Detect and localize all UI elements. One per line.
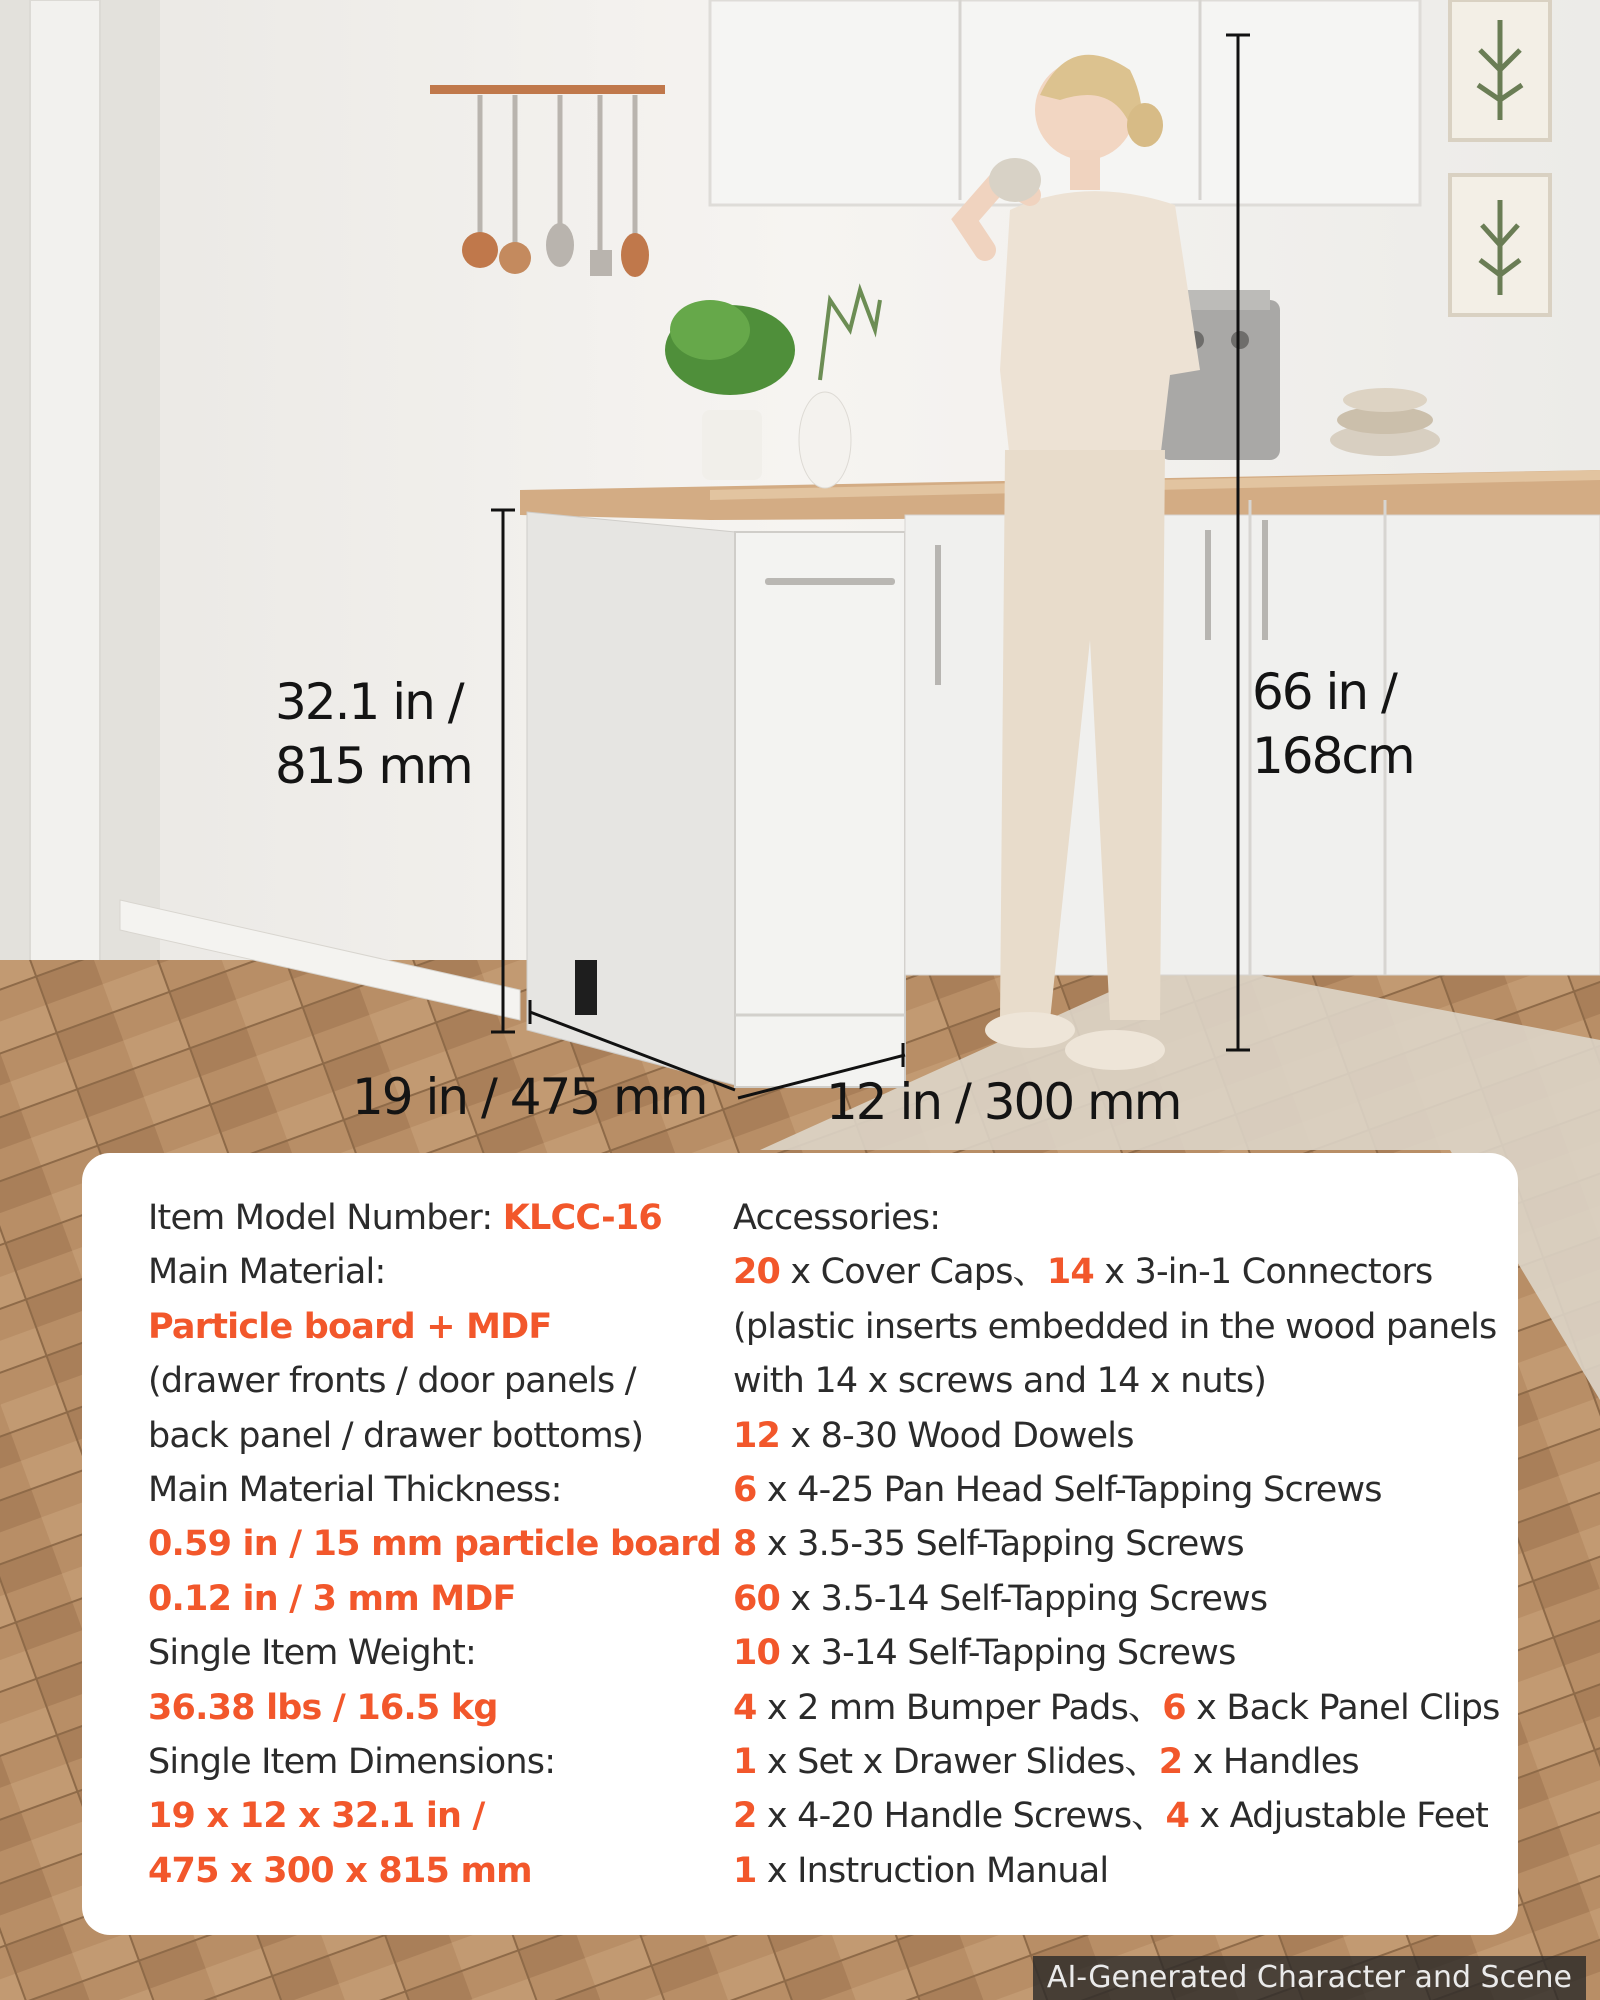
cabinet-foot xyxy=(575,960,597,1015)
model-label: Item Model Number: xyxy=(148,1198,503,1238)
specs-column xyxy=(148,1191,748,1898)
cabinet-height-metric: 815 mm xyxy=(275,737,472,795)
mug xyxy=(989,158,1041,202)
thickness-value-2: 0.12 in / 3 mm MDF xyxy=(148,1578,516,1619)
door-frame xyxy=(30,0,100,980)
accessory-qty: 2 xyxy=(1158,1742,1183,1783)
accessory-line-feet xyxy=(733,1789,1513,1843)
accessory-text: x Set x Drawer Slides、 xyxy=(756,1742,1159,1783)
vase xyxy=(799,392,851,488)
model-line xyxy=(148,1191,748,1245)
accessory-text: x Instruction Manual xyxy=(756,1850,1109,1891)
accessory-text: x 3-in-1 Connectors xyxy=(1093,1252,1433,1293)
accessory-item xyxy=(733,1572,1513,1626)
accessory-text: x Cover Caps、 xyxy=(780,1252,1047,1293)
accessory-text: x 4-25 Pan Head Self-Tapping Screws xyxy=(756,1470,1382,1511)
accessory-item xyxy=(733,1626,1513,1680)
cabinet-height-label xyxy=(275,670,472,798)
accessory-qty: 14 xyxy=(1046,1252,1094,1293)
accessory-item xyxy=(733,1409,1513,1463)
accessory-qty: 12 xyxy=(733,1415,781,1456)
accessory-text: x 3.5-35 Self-Tapping Screws xyxy=(756,1524,1244,1565)
spec-panel xyxy=(82,1153,1518,1935)
accessory-line-slides xyxy=(733,1735,1513,1789)
cabinet-height-imperial: 32.1 in / xyxy=(275,673,463,731)
material-value: Particle board + MDF xyxy=(148,1306,552,1347)
material-note-2: back panel / drawer bottoms) xyxy=(148,1415,644,1456)
person-height-label xyxy=(1252,660,1414,788)
accessory-note-2: with 14 x screws and 14 x nuts) xyxy=(733,1361,1267,1402)
accessory-text: x Handles xyxy=(1182,1742,1359,1783)
material-note-1: (drawer fronts / door panels / xyxy=(148,1361,636,1402)
accessory-text: x Back Panel Clips xyxy=(1185,1687,1500,1728)
base-cabinet-front xyxy=(735,532,905,1087)
accessory-text: x 8-30 Wood Dowels xyxy=(780,1415,1134,1456)
accessory-item xyxy=(733,1517,1513,1571)
accessory-qty: 8 xyxy=(733,1524,757,1565)
accessory-note-1: (plastic inserts embedded in the wood panels xyxy=(733,1306,1497,1347)
size-label: Single Item Dimensions: xyxy=(148,1742,556,1783)
accessory-text: x 3-14 Self-Tapping Screws xyxy=(780,1633,1236,1674)
accessory-line-caps xyxy=(733,1245,1513,1299)
accessory-qty: 60 xyxy=(733,1578,781,1619)
width-label: 12 in / 300 mm xyxy=(826,1073,1181,1131)
accessory-qty: 2 xyxy=(733,1796,757,1837)
accessory-qty: 4 xyxy=(733,1687,757,1728)
accessory-line-manual xyxy=(733,1844,1513,1898)
weight-value: 36.38 lbs / 16.5 kg xyxy=(148,1687,498,1728)
accessory-qty: 1 xyxy=(733,1850,757,1891)
size-value-1: 19 x 12 x 32.1 in / xyxy=(148,1796,485,1837)
accessory-qty: 20 xyxy=(733,1252,781,1293)
accessory-text: x Adjustable Feet xyxy=(1189,1796,1489,1837)
accessory-qty: 4 xyxy=(1165,1796,1190,1837)
accessory-text: x 2 mm Bumper Pads、 xyxy=(756,1687,1163,1728)
accessory-qty: 6 xyxy=(1162,1687,1186,1728)
thickness-label: Main Material Thickness: xyxy=(148,1470,562,1511)
accessories-column xyxy=(733,1191,1513,1898)
accessories-title: Accessories: xyxy=(733,1198,941,1238)
person-height-imperial: 66 in / xyxy=(1252,663,1396,721)
model-value: KLCC-16 xyxy=(502,1198,662,1238)
thickness-value-1: 0.59 in / 15 mm particle board xyxy=(148,1524,721,1565)
accessory-text: x 4-20 Handle Screws、 xyxy=(756,1796,1166,1837)
accessory-line-bumper xyxy=(733,1681,1513,1735)
utensil-rail xyxy=(430,85,665,94)
accessory-item xyxy=(733,1463,1513,1517)
size-value-2: 475 x 300 x 815 mm xyxy=(148,1850,532,1891)
weight-label: Single Item Weight: xyxy=(148,1633,477,1674)
base-cabinet-side xyxy=(527,512,735,1085)
accessory-qty: 6 xyxy=(733,1470,757,1511)
plant-pot xyxy=(702,410,762,480)
cabinet-handle xyxy=(765,578,895,585)
material-label: Main Material: xyxy=(148,1252,386,1293)
accessory-qty: 10 xyxy=(733,1633,781,1674)
depth-label: 19 in / 475 mm xyxy=(352,1068,707,1126)
accessory-text: x 3.5-14 Self-Tapping Screws xyxy=(780,1578,1268,1619)
ai-generated-badge: AI-Generated Character and Scene xyxy=(1033,1956,1586,2000)
accessory-qty: 1 xyxy=(733,1742,757,1783)
person-height-metric: 168cm xyxy=(1252,727,1414,785)
